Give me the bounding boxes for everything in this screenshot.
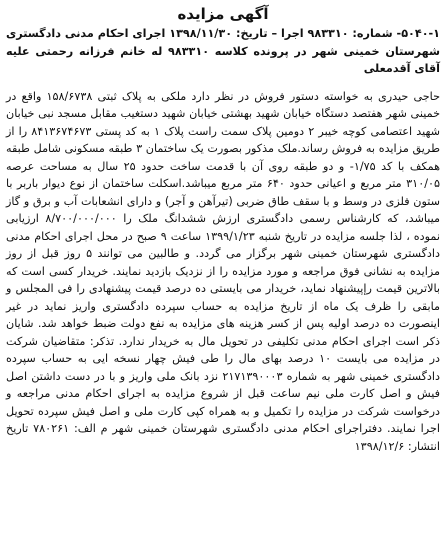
- auction-notice: [6, 4, 440, 455]
- spacer: [6, 78, 440, 88]
- notice-title: آگهی مزایده: [177, 5, 269, 23]
- notice-body: حاجی حیدری به خواسته دستور فروش در نظر دارد ملکی به پلاک ثبتی ۱۵۸/۶۷۳۸ واقع در خمینی شهر هفتصد دستگاه خیابان شهید بهشتی خیابان شهید دستغیب مقابل مسجد نبی خیابان شهید اعتصامی کوچه خیبر ۲ دومین پلاک سمت راست پلاک ۱ به کد پستی ۸۴۱۳۶۷۴۶۷۳ را از طریق مزایده به فروش رساند.ملک مذکور بصورت یک ساختمان ۳ طبقه مسکونی شامل طبقه همکف با کد ۱/۷۵- و دو طبقه روی آن با قدمت ساخت حدود ۲۵ سال به مساحت عرصه ۳۱۰/۰۵ متر مربع و اعیانی حدود ۶۴۰ متر مربع میباشد.اسکلت ساختمان از نوع دیوار باربر با ستون فلزی در وسط و با سقف طاق ضربی (تیرآهن و آجر) و دارای انشعابات آب و برق و گاز میباشد، که کارشناس رسمی دادگستری ارزش ششدانگ ملک را ۸/۷۰۰/۰۰۰/۰۰۰ ارزیابی نموده ، لذا جلسه مزایده در تاریخ شنبه ۱۳۹۹/۱/۲۳ ساعت ۹ صبح در محل اجرای احکام مدنی دادگستری شهرستان خمینی شهر برگزار می گردد. و طالبین می توانند ۵ روز قبل از روز مزایده به نشانی فوق مراجعه و مورد مزایده را از نزدیک بازدید نمایند. خریدار کسی است که بالاترین قیمت رإپیشنهاد نماید، خریدار می بایستی ده درصد قیمت پیشنهادی را فی المجلس و مابقی را ظرف یک ماه از تاریخ مزایده به حساب سپرده دادگستری واریز نماید در غیر اینصورت ده درصد اولیه پس از کسر هزینه های مزایده به نفع دولت ضبط خواهد شد. شایان ذکر است اجرای احکام مدنی تکلیفی در تحویل مال به خریدار ندارد. تذکر: متقاضیان شرکت در مزایده می بایست ۱۰ درصد بهای مال را طی فیش چهار نسخه ایی به حساب سپرده دادگستری خمینی شهر به شماره ۲۱۷۱۳۹۰۰۰۳ نزد بانک ملی واریز و با در دست داشتن اصل فیش و اصل کارت ملی نیم ساعت قبل از شروع مزایده به اجرای احکام مدنی مراجعه و درخواست شرکت در مزایده را تکمیل و به همراه کپی کارت ملی و اصل فیش سپرده تحویل اجرا نمایند. دفتراجرای احکام مدنی دادگستری شهرستان خمینی شهر م الف: ۷۸۰۲۶۱ تاریخ انتشار: ۱۳۹۸/۱۲/۶: [6, 89, 441, 453]
- notice-header: ۵۰۴۰-۱- شماره: ۹۸۳۳۱۰ اجرا – تاریخ: ۱۳۹۸/۱۱/۳۰ اجرای احکام مدنی دادگستری شهرستان خمینی شهر در پرونده کلاسه ۹۸۳۳۱۰ له خانم فرزانه رحمتی علیه آقای آقدمعلی: [6, 27, 440, 75]
